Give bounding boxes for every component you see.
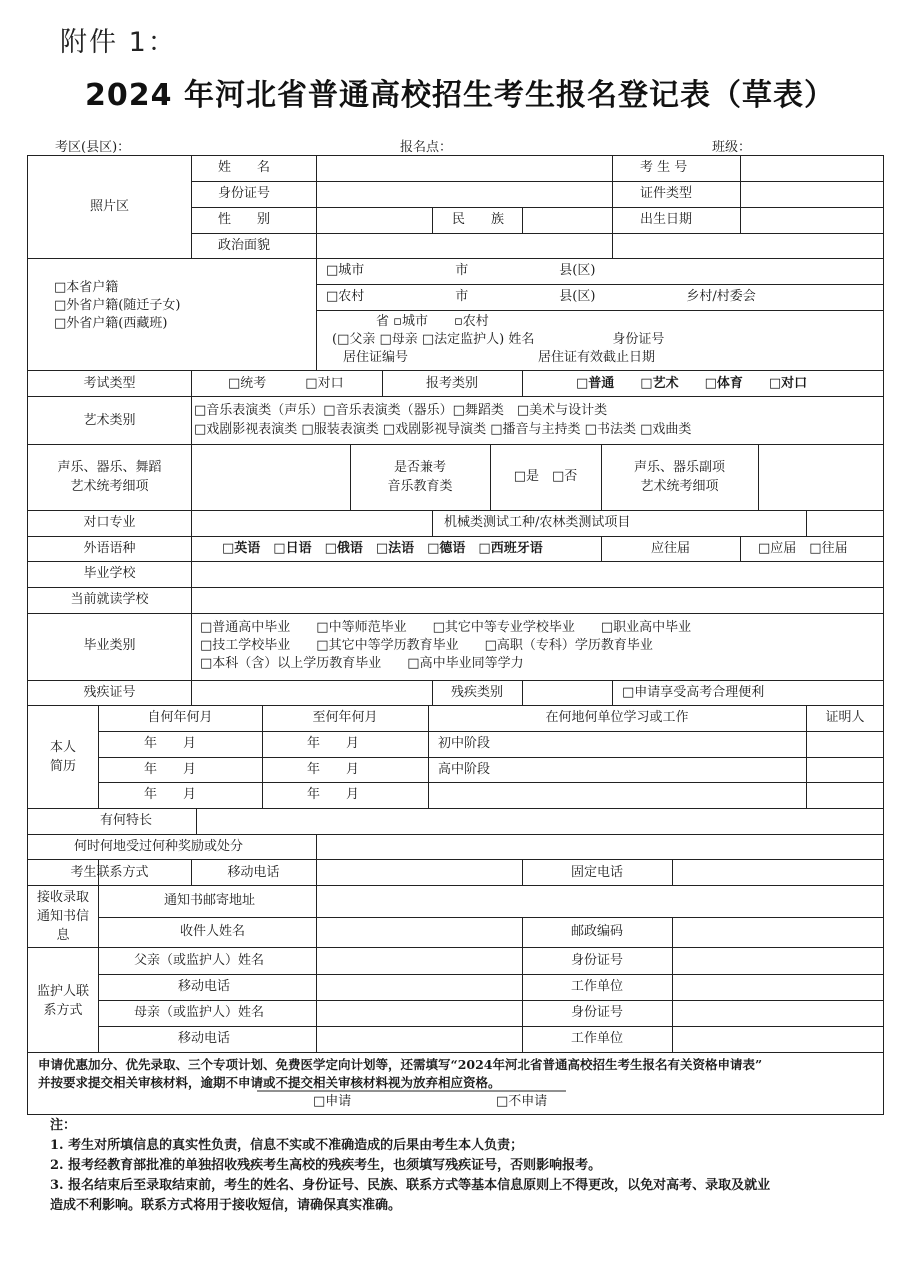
music-label-2: 艺术统考细项 [70,479,149,494]
page-title: 2024 年河北省普通高校招生考生报名登记表（草表） [85,78,835,113]
apply-yes[interactable]: □申请 [313,1094,352,1109]
apply-text-2a: 并按要求提交相关审核材料， [38,1075,201,1090]
father-mobile-label: 移动电话 [178,979,231,994]
notice-label-1: 接收录取 [36,890,89,905]
zip-label: 邮政编码 [570,924,623,939]
notes [50,1116,770,1216]
resume-from-header: 自何年何月 [147,710,213,725]
name-label: 姓 名 [218,160,271,175]
disability-cert-label: 残疾证号 [83,685,136,700]
music-edu-label-2: 音乐教育类 [387,479,453,494]
music-edu-yesno[interactable]: □是 □否 [513,469,578,484]
grad-type-options-3[interactable]: □本科（含）以上学历教育毕业 □高中毕业同等学力 [200,656,524,671]
language-options[interactable]: □英语 □日语 □俄语 □法语 □德语 □西班牙语 [222,541,543,556]
resume-from-1: 年 月 [144,736,197,751]
exam-category-options[interactable]: □普通 □艺术 □体育 □对口 [576,376,808,391]
current-school-label: 当前就读学校 [70,592,149,607]
resume-to-1: 年 月 [307,736,360,751]
resume-to-3: 年 月 [307,787,360,802]
gender-label: 性 别 [218,212,271,227]
exam-type-label: 考试类型 [83,376,136,391]
resume-label-1: 本人 [49,740,76,755]
grad-status-options[interactable]: □应届 □往届 [758,541,848,556]
hukou-local[interactable]: □本省户籍 [54,280,119,295]
mother-id-label: 身份证号 [570,1005,623,1020]
annex-label: 附件 1： [60,27,177,58]
note-3a: 3. 报名结束后至录取结束前，考生的姓名、身份证号、民族、联系方式等基本信息原则上不得更改，以免对高考、录取及就业 [50,1178,771,1193]
award-label: 何时何地受过何种奖励或处分 [74,839,244,854]
resume-to-2: 年 月 [307,762,360,777]
site-label: 报名点： [400,140,453,155]
recipient-label: 收件人姓名 [180,924,246,939]
language-label: 外语语种 [83,541,136,556]
permit-line: 居住证编号 居住证有效截止日期 [343,350,656,365]
guardian-label-1: 监护人联 [36,984,89,999]
mother-name-label: 母亲（或监护人）姓名 [134,1005,265,1020]
exam-type-options[interactable]: □统考 □对口 [228,376,344,391]
notice-label-3: 息 [56,928,70,943]
province-line[interactable]: 省 ▫城市 ▫农村 [376,314,489,329]
resume-label-2: 简历 [49,759,76,774]
art-options-1[interactable]: □音乐表演类（声乐）□音乐表演类（器乐）□舞蹈类 □美术与设计类 [194,403,608,418]
id-no-label: 身份证号 [218,186,271,201]
resume-senior: 高中阶段 [438,762,491,777]
class-label: 班级： [712,140,752,155]
rural-line[interactable]: □农村 市 县(区) 乡村/村委会 [326,289,756,304]
music-minor-label-2: 艺术统考细项 [640,479,719,494]
grad-type-options-1[interactable]: □普通高中毕业 □中等师范毕业 □其它中等专业学校毕业 □职业高中毕业 [200,620,692,635]
guardian-line[interactable]: (□父亲 □母亲 □法定监护人) 姓名 身份证号 [332,332,665,347]
apply-no[interactable]: □不申请 [496,1094,548,1109]
mother-mobile-label: 移动电话 [178,1031,231,1046]
music-minor-label-1: 声乐、器乐副项 [633,460,725,475]
city-line[interactable]: □城市 市 县(区) [326,263,596,278]
apply-text-1: 申请优惠加分、优先录取、三个专项计划、免费医学定向计划等，还需填写“2024年河北省普通高校招生考生报名有关资格申请表” [38,1057,763,1072]
note-3b: 造成不利影响。联系方式将用于接收短信，请确保真实准确。 [50,1198,402,1213]
grad-school-label: 毕业学校 [83,566,136,581]
political-label: 政治面貌 [218,238,271,253]
district-label: 考区(县区)： [55,140,131,155]
resume-where-header: 在何地何单位学习或工作 [545,710,689,725]
note-2: 2. 报考经教育部批准的单独招收残疾考生高校的残疾考生，也须填写残疾证号，否则影响报考。 [50,1158,602,1173]
father-id-label: 身份证号 [570,953,623,968]
grad-type-label: 毕业类别 [83,638,136,653]
music-label-1: 声乐、器乐、舞蹈 [57,460,162,475]
guardian-label-2: 系方式 [43,1003,83,1018]
notice-label-2: 通知书信 [36,909,89,924]
resume-junior: 初中阶段 [438,736,491,751]
exam-category-label: 报考类别 [425,376,478,391]
disability-apply[interactable]: □申请享受高考合理便利 [622,685,765,700]
mail-address-label: 通知书邮寄地址 [164,893,256,908]
birth-label: 出生日期 [640,212,693,227]
exam-no-label: 考 生 号 [640,160,688,175]
note-1: 1. 考生对所填信息的真实性负责，信息不实或不准确造成的后果由考生本人负责； [50,1138,524,1153]
photo-area[interactable]: 照片区 [89,199,129,214]
ethnicity-label: 民 族 [452,212,505,227]
grad-type-options-2[interactable]: □技工学校毕业 □其它中等学历教育毕业 □高职（专科）学历教育毕业 [200,638,653,653]
resume-witness-header: 证明人 [825,710,865,725]
apply-text-2b: 逾期不申请或不提交相关审核材料视为放弃相应资格。 [200,1075,501,1090]
contact-label: 考生联系方式 [70,865,149,880]
hukou-migrant[interactable]: □外省户籍(随迁子女) [54,298,181,313]
music-edu-label-1: 是否兼考 [393,460,446,475]
art-label: 艺术类别 [83,413,136,428]
duikou-test-label: 机械类测试工种/农林类测试项目 [444,515,631,530]
grad-status-label: 应往届 [650,541,690,556]
skill-label: 有何特长 [99,813,152,828]
resume-from-3: 年 月 [144,787,197,802]
mother-work-label: 工作单位 [570,1031,623,1046]
mobile-label: 移动电话 [227,865,280,880]
father-name-label: 父亲（或监护人）姓名 [134,953,265,968]
cert-type-label: 证件类型 [640,186,693,201]
notes-head: 注： [50,1118,77,1133]
resume-from-2: 年 月 [144,762,197,777]
duikou-label: 对口专业 [83,515,136,530]
apply-text-2 [38,1076,501,1090]
disability-type-label: 残疾类别 [450,685,503,700]
art-options-2[interactable]: □戏剧影视表演类 □服装表演类 □戏剧影视导演类 □播音与主持类 □书法类 □戏曲类 [194,422,692,437]
hukou-tibet[interactable]: □外省户籍(西藏班) [54,316,168,331]
resume-to-header: 至何年何月 [312,710,378,725]
landline-label: 固定电话 [570,865,623,880]
father-work-label: 工作单位 [570,979,623,994]
